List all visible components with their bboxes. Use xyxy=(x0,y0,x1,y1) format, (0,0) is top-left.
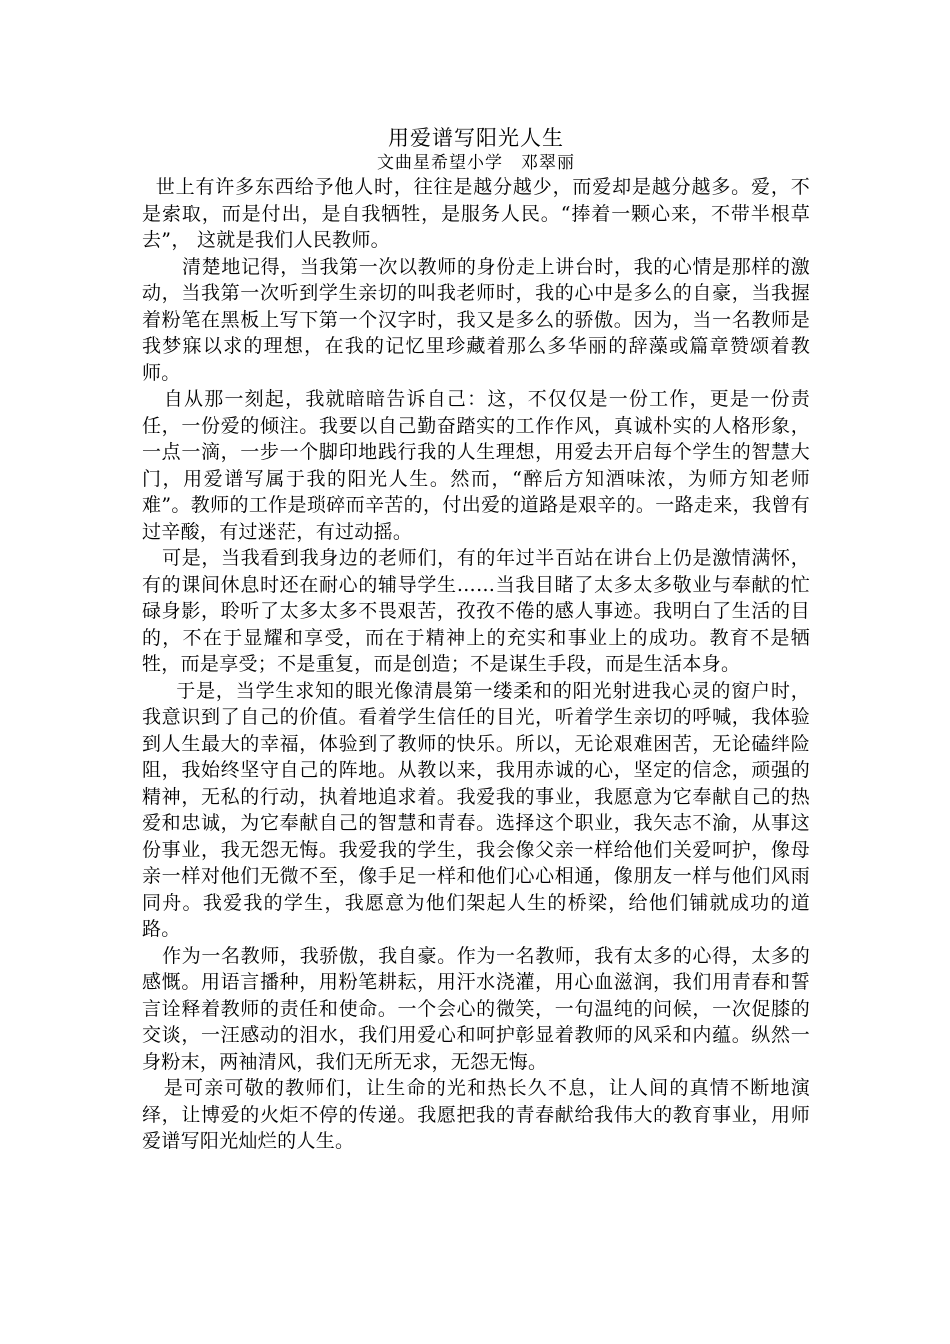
paragraph: 自从那一刻起，我就暗暗告诉自己：这，不仅仅是一份工作，更是一份责任，一份爱的倾注。我要以自己勤奋踏实的工作作风，真诚朴实的人格形象，一点一滴，一步一个脚印地践行我的人生理想，用爱去开启每个学生的智慧大门，用爱谱写属于我的阳光人生。然而，“醉后方知酒味浓，为师方知老师难”。教师的工作是琐碎而辛苦的，付出爱的道路是艰辛的。一路走来，我曾有过辛酸，有过迷茫，有过动摇。 xyxy=(142,388,810,543)
paragraph: 于是，当学生求知的眼光像清晨第一缕柔和的阳光射进我心灵的窗户时，我意识到了自己的价值。看着学生信任的目光，听着学生亲切的呼喊，我体验到人生最大的幸福，体验到了教师的快乐。所以，无论艰难困苦，无论磕绊险阻，我始终坚守自己的阵地。从教以来，我用赤诚的心，坚定的信念，顽强的精神，无私的行动，执着地追求着。我爱我的事业，我愿意为它奉献自己的热爱和忠诚，为它奉献自己的智慧和青春。选择这个职业，我矢志不渝，从事这份事业，我无怨无悔。我爱我的学生，我会像父亲一样给他们关爱呵护，像母亲一样对他们无微不至，像手足一样和他们心心相通，像朋友一样与他们风雨同舟。我爱我的学生，我愿意为他们架起人生的桥梁，给他们铺就成功的道路。 xyxy=(142,679,810,940)
paragraph: 可是，当我看到我身边的老师们，有的年过半百站在讲台上仍是激情满怀，有的课间休息时还在耐心的辅导学生……当我目睹了太多太多敬业与奉献的忙碌身影，聆听了太多太多不畏艰苦，孜孜不倦的感人事迹。我明白了生活的目的，不在于显耀和享受，而在于精神上的充实和事业上的成功。教育不是牺牲，而是享受；不是重复，而是创造；不是谋生手段，而是生活本身。 xyxy=(142,547,810,675)
author-byline: 文曲星希望小学 邓翠丽 xyxy=(377,153,575,173)
document-page xyxy=(142,124,810,1155)
paragraph: 作为一名教师，我骄傲，我自豪。作为一名教师，我有太多的心得，太多的感慨。用语言播种，用粉笔耕耘，用汗水浇灌，用心血滋润，我们用青春和誓言诠释着教师的责任和使命。一个会心的微笑，一句温纯的问候，一次促膝的交谈，一汪感动的泪水，我们用爱心和呵护彰显着教师的风采和内蕴。纵然一身粉末，两袖清风，我们无所无求，无怨无悔。 xyxy=(142,944,810,1073)
document-title: 用爱谱写阳光人生 xyxy=(388,126,564,150)
paragraph: 世上有许多东西给予他人时，往往是越分越少，而爱却是越分越多。爱，不是索取，而是付出，是自我牺牲，是服务人民。“捧着一颗心来，不带半根草去”， 这就是我们人民教师。 xyxy=(142,176,810,251)
paragraph: 是可亲可敬的教师们，让生命的光和热长久不息，让人间的真情不断地演绎，让博爱的火炬不停的传递。我愿把我的青春献给我伟大的教育事业，用师爱谱写阳光灿烂的人生。 xyxy=(142,1077,810,1152)
paragraph: 清楚地记得，当我第一次以教师的身份走上讲台时，我的心情是那样的激动，当我第一次听到学生亲切的叫我老师时，我的心中是多么的自豪，当我握着粉笔在黑板上写下第一个汉字时，我又是多么的骄傲。因为，当一名教师是我梦寐以求的理想，在我的记忆里珍藏着那么多华丽的辞藻或篇章赞颂着教师。 xyxy=(142,255,810,384)
document-body xyxy=(142,174,810,1155)
